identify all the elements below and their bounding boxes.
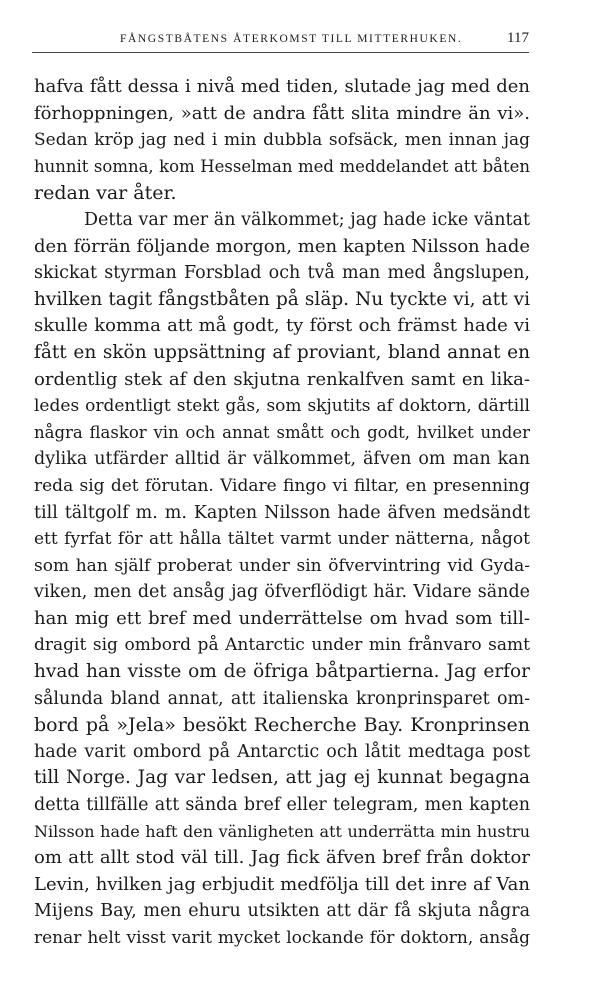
text-line: till tältgolf m. m. Kapten Nilsson hade äfven medsändt — [34, 502, 530, 523]
body-text — [34, 74, 530, 952]
text-line: Mijens Bay, men ehuru utsikten att där få skjuta några — [34, 901, 530, 922]
page-number: 117 — [507, 30, 529, 46]
text-line: några flaskor vin och annat smått och godt, hvilket under — [34, 422, 530, 442]
text-line: bord på »Jela» besökt Recherche Bay. Kronprinsen — [34, 714, 530, 737]
running-head: FÅNGSTBÅTENS ÅTERKOMST TILL MITTERHUKEN. — [120, 33, 463, 45]
text-line: skickat styrman Forsblad och två man med ångslupen, — [34, 263, 530, 284]
text-line: redan var åter. — [34, 182, 177, 205]
text-line: förhoppningen, »att de andra fått slita mindre än vi». — [34, 102, 530, 124]
text-line: som han själf proberat under sin öfvervintring vid Gyda- — [34, 555, 530, 576]
text-line: skulle komma att må godt, ty först och främst hade vi — [34, 315, 530, 337]
text-line: sålunda bland annat, att italienska kronprinsparet om- — [34, 688, 530, 709]
header-rule — [32, 52, 529, 53]
text-line: den förrän följande morgon, men kapten Nilsson hade — [34, 235, 530, 257]
text-line: renar helt visst varit mycket lockande för doktorn, ansåg — [34, 928, 530, 948]
text-line: om att allt stod väl till. Jag fick äfven bref från doktor — [34, 847, 530, 869]
text-line: dragit sig ombord på Antarctic under min frånvaro samt — [34, 635, 530, 656]
text-line: hade varit ombord på Antarctic och låtit medtaga post — [34, 741, 530, 762]
text-line: ett fyrfat för att hålla tältet varmt under nätterna, något — [34, 529, 530, 550]
text-line: detta tillfälle att sända bref eller telegram, men kapten — [34, 795, 530, 816]
text-line: Levin, hvilken jag erbjudit medfölja till det inre af Van — [34, 873, 530, 895]
text-line: fått en skön uppsättning af proviant, bland annat en — [34, 341, 530, 363]
text-line: hvad han visste om de öfriga båtpartierna. Jag erfor — [34, 661, 530, 683]
text-line: Detta var mer än välkommet; jag hade icke väntat — [84, 209, 530, 230]
text-line: ledes ordentligt stekt gås, som skjutits af doktorn, därtill — [34, 396, 530, 417]
text-line: hvilken tagit fångstbåten på släp. Nu tyckte vi, att vi — [34, 288, 530, 310]
text-line: han mig ett bref med underrättelse om hvad som till- — [34, 607, 530, 629]
text-line: reda sig det förutan. Vidare fingo vi filtar, en presenning — [34, 475, 530, 496]
page-header — [0, 30, 592, 50]
text-line: Nilsson hade haft den vänligheten att underrätta min hustru — [34, 821, 530, 841]
text-line: ordentlig stek af den skjutna renkalfven samt en lika- — [34, 368, 530, 390]
text-line: hunnit somna, kom Hesselman med meddelandet att båten — [34, 156, 530, 176]
text-line: dylika utfärder alltid är välkommet, äfven om man kan — [34, 449, 530, 470]
text-line: viken, men det ansåg jag öfverflödigt här. Vidare sände — [34, 582, 530, 603]
text-line: Sedan kröp jag ned i min dubbla sofsäck, men innan jag — [34, 130, 530, 151]
text-line: hafva fått dessa i nivå med tiden, slutade jag med den — [34, 76, 530, 97]
text-line: till Norge. Jag var ledsen, att jag ej kunnat begagna — [34, 767, 530, 789]
